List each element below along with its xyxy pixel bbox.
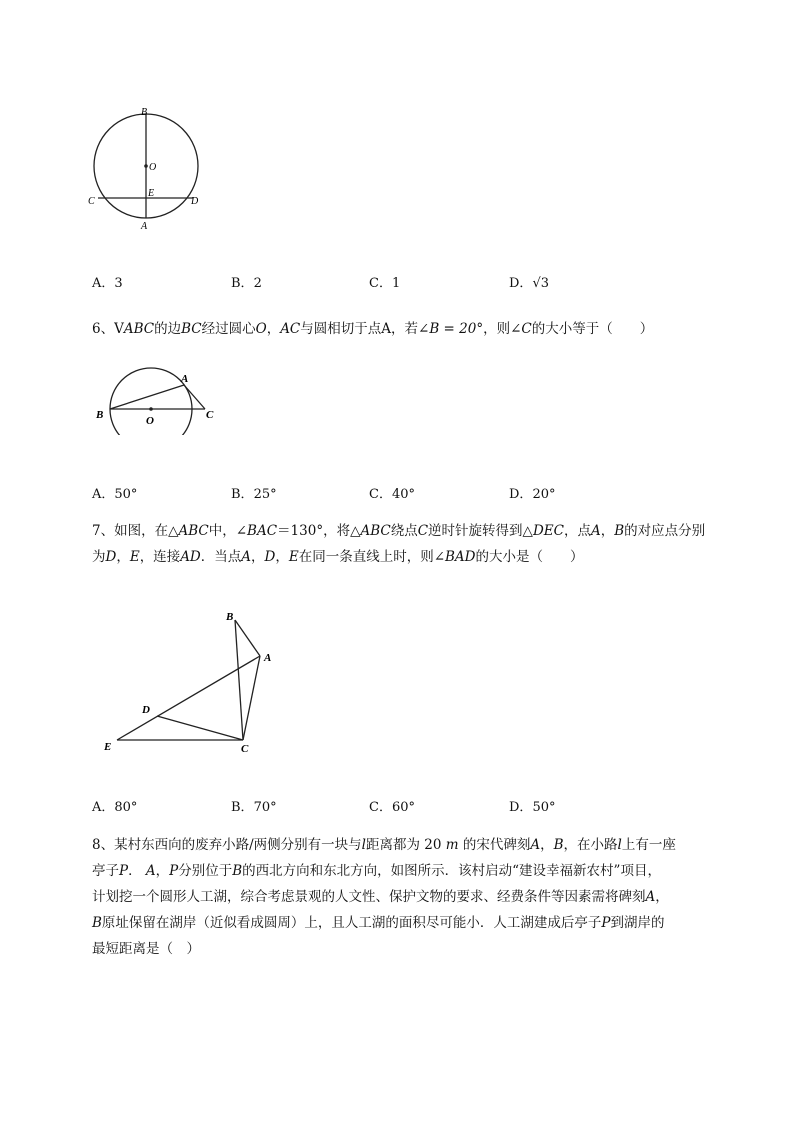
stem-part: 计划挖一个圆形人工湖，综合考虑景观的人文性、保护文物的要求、经费条件等因素需将碑刻: [92, 889, 646, 905]
stem-part: 为: [92, 549, 106, 565]
stem-part: P: [169, 863, 179, 879]
stem-part: 的边: [154, 321, 182, 337]
stem-part: ，: [155, 863, 170, 879]
q7-option-d: [509, 796, 555, 815]
stem-part: 8、某村东西向的废弃小路/两侧分别有一块与: [92, 837, 362, 853]
option-value: 20°: [532, 487, 556, 502]
stem-part: 经过圆心: [201, 321, 256, 337]
q8-stem-line-4: [92, 912, 665, 934]
option-letter: C．: [369, 276, 392, 291]
stem-part: B: [553, 837, 564, 853]
stem-part: A: [145, 863, 156, 879]
stem-part: E: [288, 549, 299, 565]
stem-part: ，则: [483, 321, 511, 337]
q7-figure: [95, 600, 285, 755]
stem-part: B: [614, 523, 625, 539]
stem-part: ABC: [123, 321, 155, 337]
stem-part: DEC: [532, 523, 564, 539]
stem-part: 到湖岸的: [610, 915, 665, 931]
option-value: 60°: [391, 800, 415, 815]
stem-part: ∠C: [510, 321, 532, 337]
q7-option-a: [92, 796, 137, 815]
stem-part: O: [255, 321, 267, 337]
option-letter: B．: [231, 487, 254, 502]
stem-part: ，: [600, 523, 615, 539]
stem-part: 与圆相切于点A，若: [300, 321, 419, 337]
stem-part: ，: [251, 549, 265, 565]
stem-part: 上有一座: [621, 837, 676, 853]
stem-part: ，: [266, 321, 281, 337]
stem-part: ，: [655, 889, 669, 905]
stem-part: AD: [180, 549, 201, 565]
option-value: 1: [391, 276, 401, 291]
stem-part: 亭子: [92, 863, 119, 879]
stem-part: E: [129, 549, 140, 565]
stem-part: B: [92, 915, 102, 931]
q6-label-a: A: [181, 373, 189, 385]
q6-label-c: C: [206, 409, 214, 421]
stem-part: 绕点: [390, 523, 418, 539]
stem-part: P: [601, 915, 611, 931]
q6-option-c: [369, 483, 415, 502]
stem-part: m: [445, 837, 459, 853]
option-value: 40°: [391, 487, 415, 502]
q5-label-e: E: [148, 188, 155, 199]
stem-part: ，: [275, 549, 289, 565]
q7-line-ba: [235, 620, 260, 656]
q5-label-d: D: [191, 196, 199, 207]
q8-stem-line-3: [92, 886, 669, 908]
q5-label-c: C: [88, 196, 95, 207]
q7-option-c: [369, 796, 415, 815]
stem-part: 的宋代碑刻: [458, 837, 531, 853]
stem-part: l: [361, 837, 366, 853]
q5-option-c: [369, 272, 400, 291]
stem-part: ABC: [178, 523, 209, 539]
stem-part: ＝130°，将△: [277, 523, 361, 539]
q5-figure: [80, 100, 220, 235]
q5-label-o: O: [149, 162, 157, 173]
q7-line-ac: [243, 656, 260, 740]
q7-label-e: E: [104, 741, 112, 753]
q6-stem: [92, 318, 653, 340]
q7-stem-line-1: [92, 520, 705, 542]
q6-option-d: [509, 483, 555, 502]
stem-part: 距离都为 20: [365, 837, 446, 853]
option-letter: A．: [92, 276, 115, 291]
q5-label-a: A: [141, 221, 148, 232]
option-letter: D．: [509, 800, 533, 815]
stem-part: 原址保留在湖岸（近似看成圆周）上，且人工湖的面积尽可能小．人工湖建成后亭子: [101, 915, 602, 931]
stem-part: A: [241, 549, 252, 565]
option-value: 50°: [114, 487, 138, 502]
option-letter: B．: [231, 276, 254, 291]
option-value: √3: [532, 276, 549, 291]
stem-part: A: [530, 837, 541, 853]
q7-label-b: B: [226, 611, 234, 623]
q7-label-c: C: [241, 743, 249, 755]
stem-part: l: [617, 837, 622, 853]
stem-part: ，连接: [139, 549, 181, 565]
stem-part: A: [645, 889, 656, 905]
stem-part: ∠B = 20°: [418, 321, 484, 337]
stem-part: ，在小路: [563, 837, 618, 853]
stem-part: AC: [280, 321, 301, 337]
q7-line-dc: [157, 716, 243, 740]
stem-part: 的大小是（ ）: [475, 549, 584, 565]
q6-label-b: B: [96, 409, 104, 421]
stem-part: 7、如图，在△: [92, 523, 179, 539]
stem-part: 在同一条直线上时，则∠: [298, 549, 446, 565]
question-number: 6、: [92, 321, 115, 337]
stem-part: 最短距离是（ ）: [92, 941, 200, 957]
option-value: 3: [114, 276, 123, 291]
q8-stem-line-2: [92, 860, 661, 882]
option-value: 2: [253, 276, 262, 291]
stem-part: ．当点: [200, 549, 242, 565]
q6-line-ba: [110, 385, 184, 409]
stem-part: B: [232, 863, 243, 879]
q7-option-b: [231, 796, 277, 815]
q7-line-ea: [117, 656, 260, 740]
q6-option-b: [231, 483, 277, 502]
q7-stem-line-2: [92, 546, 584, 568]
stem-part: 的大小等于（ ）: [531, 321, 654, 337]
q6-center-dot: [149, 407, 153, 411]
option-value: 70°: [253, 800, 277, 815]
q5-option-b: [231, 272, 262, 291]
q5-label-b: B: [141, 107, 148, 118]
q7-label-d: D: [142, 704, 150, 716]
option-value: 50°: [532, 800, 556, 815]
option-value: 80°: [114, 800, 138, 815]
q6-label-o: O: [146, 415, 154, 427]
q5-option-a: [92, 272, 123, 291]
stem-part: 的对应点分别: [624, 523, 706, 539]
stem-part: ，: [540, 837, 554, 853]
stem-part: ，: [116, 549, 130, 565]
stem-part: D: [264, 549, 276, 565]
q5-option-d: [509, 272, 549, 291]
option-letter: A．: [92, 800, 115, 815]
q7-label-a: A: [264, 652, 272, 664]
q6-option-a: [92, 483, 137, 502]
stem-part: 分别位于: [178, 863, 233, 879]
stem-part: 中，∠: [208, 523, 248, 539]
stem-part: BAD: [445, 549, 476, 565]
q6-line-ac: [184, 385, 205, 409]
stem-part: C: [417, 523, 429, 539]
stem-part: A: [590, 523, 601, 539]
option-letter: A．: [92, 487, 115, 502]
stem-part: BAC: [247, 523, 278, 539]
option-letter: C．: [369, 487, 392, 502]
stem-part: ABC: [360, 523, 391, 539]
stem-part: 逆时针旋转得到△: [428, 523, 533, 539]
option-letter: C．: [369, 800, 392, 815]
option-value: 25°: [253, 487, 277, 502]
option-letter: D．: [509, 276, 533, 291]
q5-center-dot: [144, 164, 148, 168]
q7-line-bc: [235, 620, 243, 740]
stem-part: P: [119, 863, 129, 879]
option-letter: D．: [509, 487, 533, 502]
q8-stem-line-1: [92, 834, 676, 856]
stem-part: BC: [181, 321, 202, 337]
q6-figure: [92, 360, 232, 435]
stem-part: 的西北方向和东北方向，如图所示．该村启动“建设幸福新农村”项目，: [242, 863, 661, 879]
q8-stem-line-5: [92, 938, 200, 960]
stem-part: ．: [128, 863, 146, 879]
stem-part: D: [105, 549, 117, 565]
stem-part: V: [114, 321, 124, 337]
stem-part: ，点: [563, 523, 591, 539]
option-letter: B．: [231, 800, 254, 815]
